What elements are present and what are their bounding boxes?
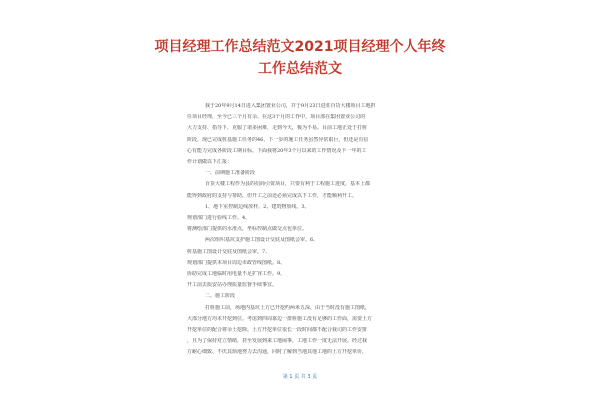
- body-line: 方耐心细致、不厌其烦地努力去沟通，同时了解到当地其他工地的土方开挖单价，: [187, 349, 368, 356]
- body-line: 两次组织基坑支护施工图设计交底及图纸会审。6、: [205, 237, 319, 244]
- body-line: 心有能力完成各阶段工期目标。下面我将20年3个月以来的工作情况及下一年的工: [187, 147, 367, 154]
- body-line: 桩基施工图设计交底及图纸会审。7、: [187, 248, 271, 255]
- body-line: 开挖单位的配合将余土挖除。土方开挖单位很长一段时间都不配合我司的工作安排: [187, 327, 368, 333]
- body-line: 1、地下室控制边线放样。2、建筑物放线。3、: [205, 203, 310, 210]
- page-number-footer: 第 1 页 共 3 页: [282, 374, 318, 380]
- body-line: 我于20年9月14日进入集团置业公司，并于9月23日进驻百货大楼项目工地担: [205, 103, 376, 109]
- body-line: 将测绘部门提供的水准点，坐标控制点做交点包单位。: [187, 226, 308, 233]
- body-line: 打桩施工前，场地内基坑土方已开挖约两米五深，由于当时没有施工图纸，: [205, 304, 371, 311]
- body-line: 能得到政府的支持与帮助，但开工之前还必须完成以下工作，才能顺利开工。: [187, 192, 358, 199]
- document-title-line-1: 项目经理工作总结范文2021项目经理个人年终: [154, 39, 446, 55]
- body-line: 百货大楼工程作为县的招商引资项目，只要有利于工程施工进度，基本上都: [205, 181, 371, 188]
- body-line: ，且为了保持对立情绪，甚至发展到来工地闹事，工地工作一度无法开展。经过我: [187, 338, 368, 345]
- body-line: 大部分地方均未开挖到位。考虑到四周靠边一排桩施工没有足够的工作面，需要土方: [187, 315, 373, 322]
- body-line: 规划部门进行验线工作。4、: [187, 215, 251, 221]
- document-title-line-2: 工作总结范文: [258, 61, 342, 77]
- body-line: 协助完成工地临时用电量不足扩容工作。9、: [187, 271, 286, 277]
- body-line: 大力支持、指导下，克服了诸多困难，走到今天，极为不易。目前工地正处于打桩: [187, 125, 368, 132]
- body-line: 开工前去质安站办理质量监督手续事宜。: [187, 282, 278, 289]
- body-line: 作计划做以下汇报：: [187, 159, 233, 165]
- body-line: 一、前期施工准备阶段: [205, 170, 256, 177]
- body-line: 规划部门提供本项目周边市政管线图纸。8、: [187, 259, 286, 266]
- body-line: 任项目经理，至今已三个月有余。在这3个月的工作中，项目部在集团置业公司的: [187, 114, 366, 121]
- body-line: 二、施工阶段: [205, 293, 236, 300]
- body-line: 阶段，现已完成桩基施工任务的46，下一步的施工任务虽然异常艰巨，但还是有信: [187, 136, 369, 143]
